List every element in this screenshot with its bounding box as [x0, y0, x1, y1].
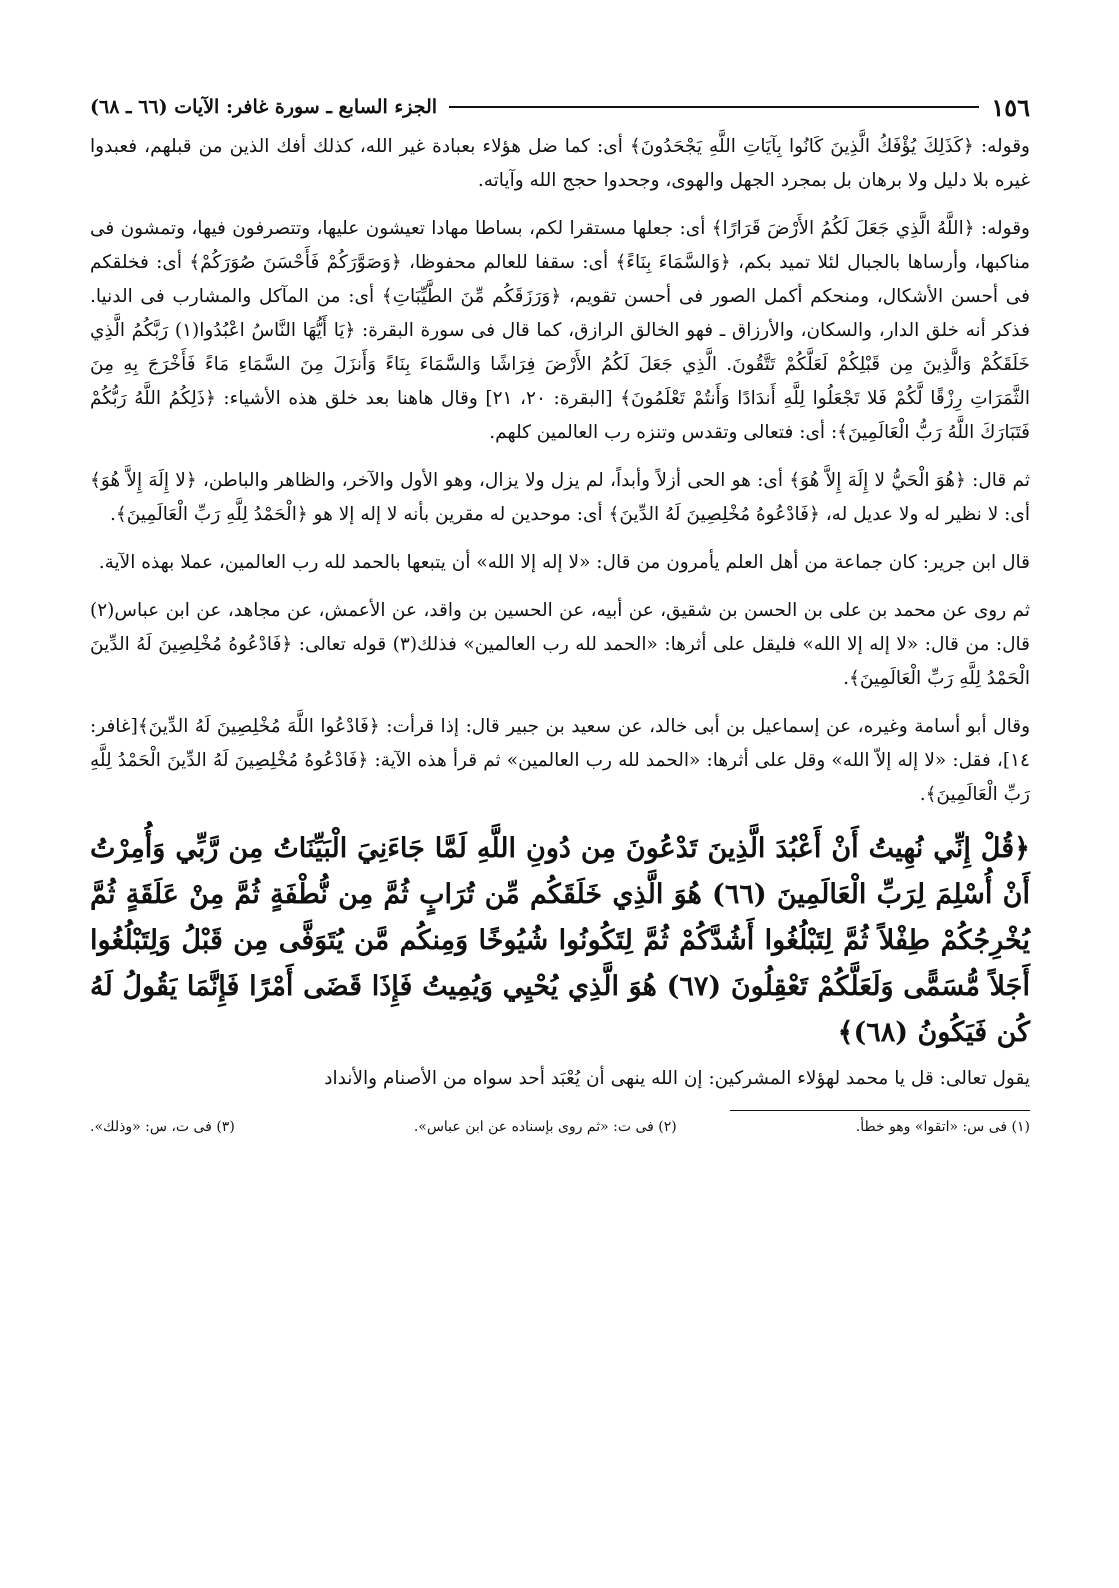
page-number: ١٥٦ — [991, 92, 1030, 122]
paragraph-2: وقوله: ﴿اللَّهُ الَّذِي جَعَلَ لَكُمُ الأَرْضَ قَرَارًا﴾ أى: جعلها مستقرا لكم، بساطا مهادا تعيشون عليها، وتتصرفون فيها، وتمشون فى مناكبها، وأرساها بالجبال لئلا تميد بكم، ﴿وَالسَّمَاءَ بِنَاءً﴾ أى: سقفا للعالم محفوظا، ﴿وَصَوَّرَكُمْ فَأَحْسَنَ صُوَرَكُمْ﴾ أى: فخلقكم فى أحسن الأشكال، ومنحكم أكمل الصور فى أحسن تقويم، ﴿وَرَزَقَكُم مِّنَ الطَّيِّبَاتِ﴾ أى: من المآكل والمشارب فى الدنيا. فذكر أنه خلق الدار، والسكان، والأرزاق ـ فهو الخالق الرازق، كما قال فى سورة البقرة: ﴿يَا أَيُّهَا النَّاسُ اعْبُدُوا(١) رَبَّكُمُ الَّذِي خَلَقَكُمْ وَالَّذِينَ مِن قَبْلِكُمْ لَعَلَّكُمْ تَتَّقُونَ. الَّذِي جَعَلَ لَكُمُ الأَرْضَ فِرَاشًا وَالسَّمَاءَ بِنَاءً وَأَنزَلَ مِنَ السَّمَاءِ مَاءً فَأَخْرَجَ بِهِ مِنَ الثَّمَرَاتِ رِزْقًا لَّكُمْ فَلا تَجْعَلُوا لِلَّهِ أَندَادًا وَأَنتُمْ تَعْلَمُونَ﴾ [البقرة: ٢٠، ٢١] وقال هاهنا بعد خلق هذه الأشياء: ﴿ذَلِكُمُ اللَّهُ رَبُّكُمْ فَتَبَارَكَ اللَّهُ رَبُّ الْعَالَمِينَ﴾: أى: فتعالى وتقدس وتنزه رب العالمين كلهم. — [90, 218, 1030, 443]
footnote-3: (٣) فى ت، س: «وذلك». — [90, 1119, 235, 1135]
page-header — [90, 90, 1030, 124]
quran-verses-block: ﴿قُلْ إِنِّي نُهِيتُ أَنْ أَعْبُدَ الَّذِينَ تَدْعُونَ مِن دُونِ اللَّهِ لَمَّا جَاءَنِيَ الْبَيِّنَاتُ مِن رَّبِّي وَأُمِرْتُ أَنْ أُسْلِمَ لِرَبِّ الْعَالَمِينَ (٦٦) هُوَ الَّذِي خَلَقَكُم مِّن تُرَابٍ ثُمَّ مِن نُّطْفَةٍ ثُمَّ مِنْ عَلَقَةٍ ثُمَّ يُخْرِجُكُمْ طِفْلاً ثُمَّ لِتَبْلُغُوا أَشُدَّكُمْ ثُمَّ لِتَكُونُوا شُيُوخًا وَمِنكُم مَّن يُتَوَفَّى مِن قَبْلُ وَلِتَبْلُغُوا أَجَلاً مُّسَمًّى وَلَعَلَّكُمْ تَعْقِلُونَ (٦٧) هُوَ الَّذِي يُحْيِي وَيُمِيتُ فَإِذَا قَضَى أَمْرًا فَإِنَّمَا يَقُولُ لَهُ كُن فَيَكُونُ (٦٨)﴾ — [90, 833, 1030, 1048]
footnote-2: (٢) فى ت: «ثم روى بإسناده عن ابن عباس». — [413, 1119, 677, 1135]
footnotes — [90, 1119, 1030, 1135]
paragraph-1: وقوله: ﴿كَذَلِكَ يُؤْفَكُ الَّذِينَ كَانُوا بِآيَاتِ اللَّهِ يَجْحَدُونَ﴾ أى: كما ضل هؤلاء بعبادة غير الله، كذلك أفك الذين من قبلهم، فعبدوا غيره بلا دليل ولا برهان بل بمجرد الجهل والهوى، وجحدوا حجج الله وآياته. — [90, 136, 1030, 191]
header-title: الجزء السابع ـ سورة غافر: الآيات (٦٦ ـ ٦٨) — [90, 96, 438, 118]
paragraph-5: ثم روى عن محمد بن على بن الحسن بن شقيق، عن أبيه، عن الحسين بن واقد، عن الأعمش، عن مجاهد، عن ابن عباس(٢) قال: من قال: «لا إله إلا الله» فليقل على أثرها: «الحمد لله رب العالمين» فذلك(٣) قوله تعالى: ﴿فَادْعُوهُ مُخْلِصِينَ لَهُ الدِّينَ الْحَمْدُ لِلَّهِ رَبِّ الْعَالَمِينَ﴾. — [90, 600, 1030, 689]
paragraph-6: وقال أبو أسامة وغيره، عن إسماعيل بن أبى خالد، عن سعيد بن جبير قال: إذا قرأت: ﴿فَادْعُوا اللَّهَ مُخْلِصِينَ لَهُ الدِّينَ﴾[غافر: ١٤]، فقل: «لا إله إلاّ الله» وقل على أثرها: «الحمد لله رب العالمين» ثم قرأ هذه الآية: ﴿فَادْعُوهُ مُخْلِصِينَ لَهُ الدِّينَ الْحَمْدُ لِلَّهِ رَبِّ الْعَالَمِينَ﴾. — [90, 716, 1030, 805]
paragraph-4: قال ابن جرير: كان جماعة من أهل العلم يأمرون من قال: «لا إله إلا الله» أن يتبعها بالحمد لله رب العالمين، عملا بهذه الآية. — [98, 552, 1030, 573]
footnote-1: (١) فى س: «اتقوا» وهو خطأ. — [855, 1119, 1030, 1135]
paragraph-3: ثم قال: ﴿هُوَ الْحَيُّ لا إِلَهَ إِلاَّ هُوَ﴾ أى: هو الحى أزلاً وأبداً، لم يزل ولا يزال، وهو الأول والآخر، والظاهر والباطن، ﴿لا إِلَهَ إِلاَّ هُوَ﴾ أى: لا نظير له ولا عديل له، ﴿فَادْعُوهُ مُخْلِصِينَ لَهُ الدِّينَ﴾ أى: موحدين له مقرين بأنه لا إله إلا هو ﴿الْحَمْدُ لِلَّهِ رَبِّ الْعَالَمِينَ﴾. — [90, 470, 1030, 525]
header-rule — [449, 106, 979, 108]
closing-paragraph: يقول تعالى: قل يا محمد لهؤلاء المشركين: إن الله ينهى أن يُعْبَد أحد سواه من الأصنام والأنداد — [324, 1068, 1030, 1089]
book-page — [90, 90, 1030, 1135]
footnote-rule — [730, 1110, 1030, 1111]
